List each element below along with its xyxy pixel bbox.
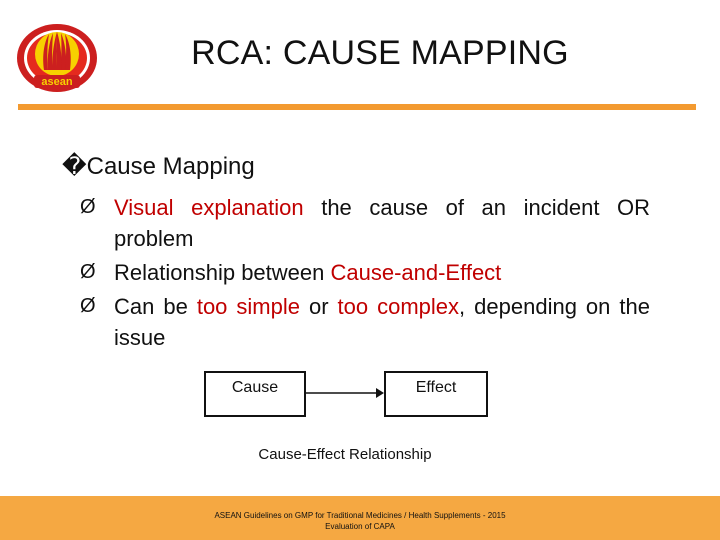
highlighted-text: too complex (337, 294, 460, 319)
bullet-text: Relationship between (114, 260, 331, 285)
bullet-item (80, 291, 650, 353)
cause-effect-arrow (306, 386, 386, 400)
footer-bar (0, 496, 720, 540)
logo-text: asean (41, 76, 73, 88)
bullet-arrow-icon: Ø (80, 196, 96, 218)
bullet-text: , depending on the issue (114, 294, 650, 350)
bullet-arrow-icon: Ø (80, 295, 96, 317)
section-heading: �Cause Mapping (62, 153, 255, 180)
bullet-item (80, 257, 650, 288)
bullet-text: Can be (114, 294, 197, 319)
highlighted-text: Cause-and-Effect (330, 260, 502, 285)
diagram-caption: Cause-Effect Relationship (258, 446, 432, 463)
bullet-list (80, 192, 650, 356)
asean-logo (14, 22, 100, 94)
footer-text (120, 510, 600, 532)
bullet-text: the cause of an incident OR problem (114, 195, 650, 251)
highlighted-text: too simple (196, 294, 300, 319)
highlighted-text: Visual explanation (114, 195, 304, 220)
slide-title: RCA: CAUSE MAPPING (191, 34, 569, 72)
title-divider (18, 104, 696, 110)
bullet-item (80, 192, 650, 254)
bullet-text: or (299, 294, 338, 319)
effect-box (384, 371, 488, 417)
effect-label: Effect (415, 379, 457, 396)
bullet-arrow-icon: Ø (80, 261, 96, 283)
cause-label: Cause (231, 379, 279, 396)
footer-line-2: Evaluation of CAPA (325, 522, 395, 531)
cause-box (204, 371, 306, 417)
footer-line-1: ASEAN Guidelines on GMP for Traditional Medicines / Health Supplements - 2015 (214, 511, 506, 520)
